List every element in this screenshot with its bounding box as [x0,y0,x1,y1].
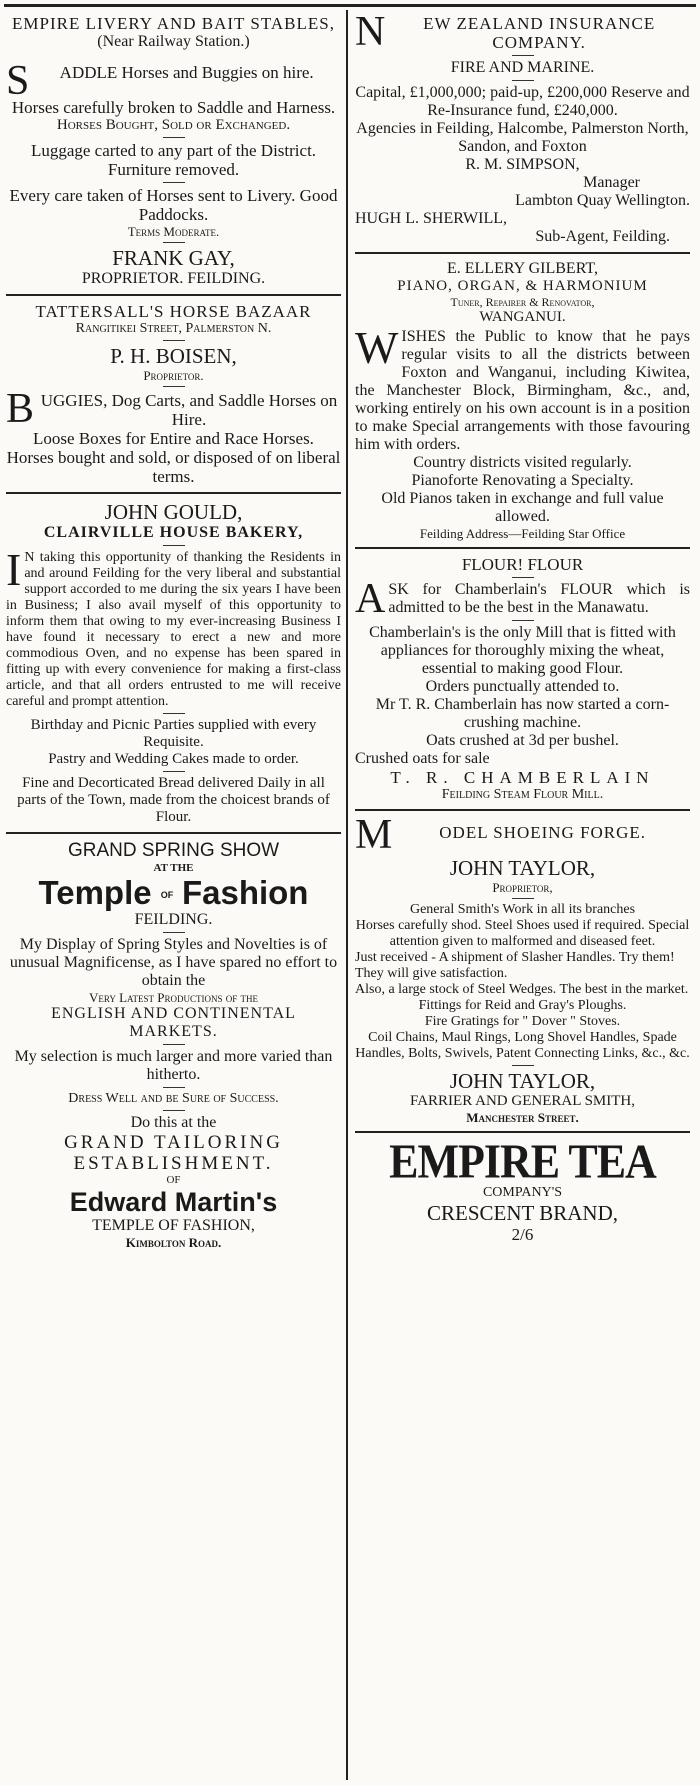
piano-place: WANGANUI. [479,309,566,325]
tattersall-line2: Loose Boxes for Entire and Race Horses. [33,429,314,448]
top-rule [4,4,696,7]
flour-advert [355,555,690,803]
insurance-advert [355,9,690,246]
divider [163,713,185,714]
divider [163,182,185,183]
bakery-title: CLAIRVILLE HOUSE BAKERY, [43,524,304,541]
section-rule [6,294,341,296]
divider [512,80,534,81]
tattersall-title: TATTERSALL'S HORSE BAZAAR [35,302,312,321]
forge-line3: Just received - A shipment of Slasher Handles. Try them! They will give satisfaction. [355,950,675,981]
tea-company: COMPANY'S [482,1185,563,1200]
fashion-line6: Do this at the [130,1114,217,1131]
fashion-headline: GRAND SPRING SHOW [67,840,280,861]
bakery-line2: Pastry and Wedding Cakes made to order. [48,751,299,767]
divider [163,242,185,243]
livery-line2: Horses carefully broken to Saddle and Harness. [11,98,336,117]
tattersall-line3: Horses bought and sold, or disposed of on liberal terms. [6,448,341,486]
livery-drop-cap: S [6,58,30,104]
tattersall-address: Rangitikei Street, Palmerston N. [75,321,272,336]
insurance-subagent: HUGH L. SHERWILL, [355,210,507,227]
tattersall-drop-cap: B [6,386,35,432]
fashion-place: FEILDING. [134,911,213,928]
flour-name: T. R. CHAMBERLAIN [390,768,655,787]
forge-line7: Coil Chains, Maul Rings, Long Shovel Handles, Spade Handles, Bolts, Swivels, Patent Connecting Links, &c., &c. [355,1030,690,1061]
piano-line2: Pianoforte Renovating a Specialty. [411,472,634,489]
fashion-address: Kimbolton Road. [125,1235,222,1250]
right-column [355,9,690,1244]
section-rule [355,1131,690,1133]
divider [163,1087,185,1088]
fashion-temple-word: Temple [38,874,152,911]
divider [163,932,185,933]
flour-line4: Mr T. R. Chamberlain has now started a corn-crushing machine. [375,696,670,731]
fashion-at-the: AT THE [153,862,194,874]
fashion-line3: ENGLISH AND CONTINENTAL MARKETS. [51,1005,296,1040]
section-rule [355,809,690,811]
section-rule [355,252,690,254]
livery-terms: Terms Moderate. [127,224,220,239]
flour-line1: SK for Chamberlain's FLOUR which is admitted to be the best in the Manawatu. [388,581,690,616]
flour-title: FLOUR! FLOUR [461,555,584,574]
insurance-drop-cap: N [355,9,386,55]
tattersall-advert [6,302,341,486]
forge-address: Manchester Street. [466,1110,579,1125]
livery-subtitle: (Near Railway Station.) [97,33,250,50]
insurance-subtitle: FIRE AND MARINE. [450,59,595,76]
tattersall-line1: UGGIES, Dog Carts, and Saddle Horses on Hire. [40,391,338,429]
tea-title: EMPIRE TEA [389,1134,656,1189]
divider [512,898,534,899]
fashion-line2: Very Latest Productions of the [88,990,259,1005]
section-rule [6,832,341,834]
tattersall-role: Proprietor. [143,368,204,383]
section-rule [355,547,690,549]
flour-line5: Oats crushed at 3d per bushel. [426,732,619,749]
forge-line2: Horses carefully shod. Steel Shoes used if required. Special attention given to malformed and diseased feet. [355,918,690,949]
divider [163,1110,185,1111]
flour-line2: Chamberlain's is the only Mill that is fitted with appliances for thoroughly mixing the wheat, essential to making good Flour. [369,624,676,677]
divider [163,545,185,546]
flour-line3: Orders punctually attended to. [425,678,620,695]
insurance-agencies: Agencies in Feilding, Halcombe, Palmerston North, Sandon, and Foxton [356,120,689,155]
bakery-body: N taking this opportunity of thanking the Residents in and around Feilding for the very liberal and substantial support accorded to me during the six years I have been in Business; I also avail myself of this opportunity to inform them that owing to my ever-increasing Business I have found it necessary to erect a new and more commodious Oven, and no expense has been spared in fitting up with every convenience for making a first-class article, and that all orders entrusted to me will receive careful and prompt attention. [6,550,341,709]
bakery-name: JOHN GOULD, [104,500,243,524]
insurance-manager-role: Manager [583,174,640,191]
fashion-advert [6,840,341,1250]
piano-line1: Country districts visited regularly. [413,454,632,471]
bakery-advert [6,500,341,826]
divider [512,620,534,621]
fashion-line4: My selection is much larger and more varied than hitherto. [14,1048,333,1083]
forge-line6: Fire Gratings for " Dover " Stoves. [424,1014,621,1029]
divider [163,1044,185,1045]
tea-advert [355,1134,690,1244]
insurance-subagent-role: Sub-Agent, Feilding. [535,228,670,245]
insurance-capital: Capital, £1,000,000; paid-up, £200,000 Reserve and Re-Insurance fund, £240,000. [355,84,690,119]
bakery-line3: Fine and Decorticated Bread delivered Daily in all parts of the Town, made from the choicest brands of Flour. [17,775,330,825]
piano-title: PIANO, ORGAN, & HARMONIUM [397,278,648,294]
flour-drop-cap: A [355,576,386,622]
fashion-line8: TEMPLE OF FASHION, [92,1217,255,1234]
livery-title: EMPIRE LIVERY AND BAIT STABLES, [12,14,335,33]
divider [163,771,185,772]
livery-proprietor-role: PROPRIETOR. FEILDING. [81,270,266,287]
piano-body: ISHES the Public to know that he pays regular visits to all the districts between Foxton and Wanganui, including Kiwitea, the Manchester Block, Birmingham, &c., and, working entirely on his own account is in a position to make Special arrangements with those favouring him with orders. [355,328,690,453]
fashion-line5: Dress Well and be Sure of Success. [68,1091,279,1106]
fashion-proprietor-name: Edward Martin's [69,1187,278,1217]
fashion-of: OF [166,1174,181,1186]
left-column [6,14,341,1250]
tattersall-name: P. H. BOISEN, [110,344,237,368]
column-divider [346,10,348,1780]
forge-line1: General Smith's Work in all its branches [409,902,636,917]
livery-line1: ADDLE Horses and Buggies on hire. [59,63,314,82]
insurance-location: Lambton Quay Wellington. [515,192,690,209]
fashion-line1: My Display of Spring Styles and Novelties is of unusual Magnificense, as I have spared no effort to obtain the [9,936,338,989]
fashion-fashion-word: Fashion [181,874,309,911]
forge-name: JOHN TAYLOR, [449,856,596,880]
livery-line5: Every care taken of Horses sent to Livery. Good Paddocks. [9,186,338,224]
tea-price: 2/6 [511,1225,534,1244]
forge-role-2: FARRIER AND GENERAL SMITH, [409,1093,635,1109]
forge-line4: Also, a large stock of Steel Wedges. The best in the market. [355,982,689,997]
bakery-drop-cap: I [6,544,22,595]
piano-name: E. ELLERY GILBERT, [446,260,598,277]
divider [512,1065,534,1066]
flour-mill: Feilding Steam Flour Mill. [441,787,604,802]
forge-role: Proprietor, [492,880,553,895]
forge-drop-cap: M [355,812,393,858]
insurance-title: EW ZEALAND INSURANCE COMPANY. [423,14,656,52]
tea-brand: CRESCENT BRAND, [427,1201,618,1225]
forge-line5: Fittings for Reid and Gray's Ploughs. [418,998,627,1013]
piano-advert [355,260,690,541]
forge-advert [355,812,690,1125]
insurance-manager-name: R. M. SIMPSON, [465,156,580,173]
fashion-of-small: OF [160,889,174,900]
fashion-temple-heading [6,875,341,911]
fashion-line7: GRAND TAILORING ESTABLISHMENT. [64,1132,283,1174]
divider [512,55,534,56]
section-rule [6,492,341,494]
livery-advert [6,14,341,288]
bakery-line1: Birthday and Picnic Parties supplied with every Requisite. [30,717,317,750]
livery-line4: Luggage carted to any part of the District. Furniture removed. [30,141,317,179]
flour-line6: Crushed oats for sale [355,750,490,767]
livery-line3: Horses Bought, Sold or Exchanged. [56,117,291,133]
divider [512,577,534,578]
forge-title: ODEL SHOEING FORGE. [439,823,647,842]
divider [163,340,185,341]
piano-drop-cap: W [355,322,399,373]
piano-subtitle: Tuner, Repairer & Renovator, [450,295,595,309]
divider [163,386,185,387]
piano-line3: Old Pianos taken in exchange and full value allowed. [381,490,664,525]
divider [163,137,185,138]
livery-proprietor-name: FRANK GAY, [112,246,235,270]
forge-name-2: JOHN TAYLOR, [449,1069,596,1093]
piano-address: Feilding Address—Feilding Star Office [419,526,626,541]
